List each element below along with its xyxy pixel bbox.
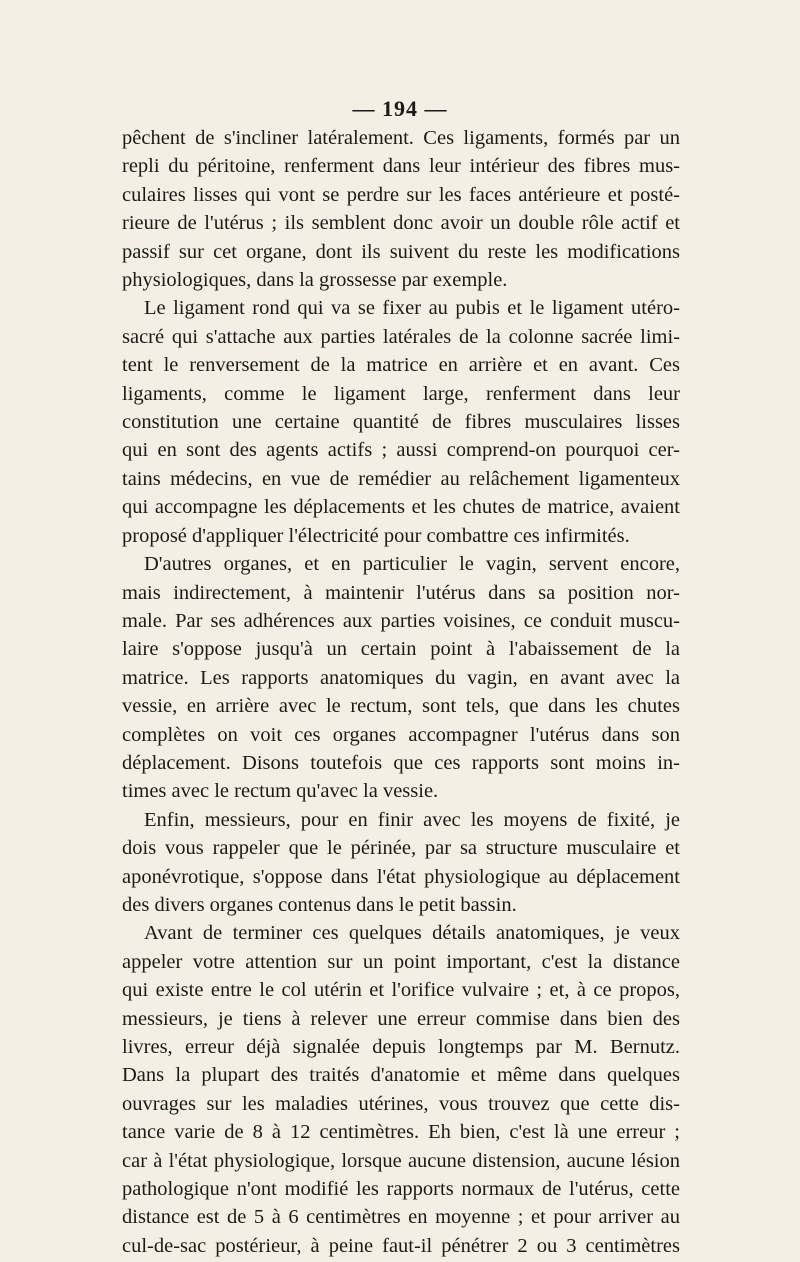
text-line: Avant de terminer ces quelques détails anatomiques, je veux xyxy=(144,922,680,945)
text-line: qui accompagne les déplacements et les chutes de matrice, avaient xyxy=(122,496,680,519)
text-line: ouvrages sur les maladies utérines, vous trouvez que cette dis- xyxy=(122,1092,680,1115)
text-line: livres, erreur déjà signalée depuis longtemps par M. Bernutz. xyxy=(122,1036,680,1058)
text-line: qui existe entre le col utérin et l'orifice vulvaire ; et, à ce propos, xyxy=(122,979,680,1002)
text-line: car à l'état physiologique, lorsque aucune distension, aucune lésion xyxy=(122,1149,680,1172)
text-line: appeler votre attention sur un point important, c'est la distance xyxy=(122,950,680,973)
body-text xyxy=(122,124,680,1260)
page-number: — 194 — xyxy=(352,96,448,121)
text-line: D'autres organes, et en particulier le vagin, servent encore, xyxy=(144,553,680,576)
text-line: vessie, en arrière avec le rectum, sont tels, que dans les chutes xyxy=(122,695,680,718)
text-line: culaires lisses qui vont se perdre sur les faces antérieure et posté- xyxy=(122,183,680,206)
text-line: des divers organes contenus dans le petit bassin. xyxy=(122,893,517,916)
text-line: laire s'oppose jusqu'à un certain point à l'abaissement de la xyxy=(122,638,680,661)
text-line: passif sur cet organe, dont ils suivent du reste les modifications xyxy=(122,240,680,263)
text-line: cul-de-sac postérieur, à peine faut-il pénétrer 2 ou 3 centimètres xyxy=(122,1234,680,1257)
text-line: tent le renversement de la matrice en arrière et en avant. Ces xyxy=(122,354,680,377)
text-line: times avec le rectum qu'avec la vessie. xyxy=(122,780,439,803)
text-line: messieurs, je tiens à relever une erreur commise dans bien des xyxy=(122,1007,680,1030)
text-line: dois vous rappeler que le périnée, par sa structure musculaire et xyxy=(122,837,680,860)
text-line: male. Par ses adhérences aux parties voisines, ce conduit muscu- xyxy=(122,609,680,632)
text-line: rieure de l'utérus ; ils semblent donc avoir un double rôle actif et xyxy=(122,212,680,235)
text-line: matrice. Les rapports anatomiques du vagin, en avant avec la xyxy=(122,666,680,689)
text-line: tains médecins, en vue de remédier au relâchement ligamenteux xyxy=(122,467,680,490)
text-line: aponévrotique, s'oppose dans l'état physiologique au déplacement xyxy=(122,865,680,888)
text-line: Dans la plupart des traités d'anatomie et même dans quelques xyxy=(122,1064,680,1087)
text-line: mais indirectement, à maintenir l'utérus dans sa position nor- xyxy=(122,581,680,604)
text-line: pathologique n'ont modifié les rapports normaux de l'utérus, cette xyxy=(122,1178,680,1201)
text-line: sacré qui s'attache aux parties latérales de la colonne sacrée limi- xyxy=(122,325,680,348)
text-line: qui en sont des agents actifs ; aussi comprend-on pourquoi cer- xyxy=(122,439,680,462)
text-line: distance est de 5 à 6 centimètres en moyenne ; et pour arriver au xyxy=(122,1206,680,1229)
text-line: constitution une certaine quantité de fibres musculaires lisses xyxy=(122,411,680,434)
text-line: repli du péritoine, renferment dans leur intérieur des fibres mus- xyxy=(122,155,680,178)
text-line: physiologiques, dans la grossesse par exemple. xyxy=(122,269,508,292)
text-line: pêchent de s'incliner latéralement. Ces ligaments, formés par un xyxy=(122,127,680,149)
text-line: Enfin, messieurs, pour en finir avec les moyens de fixité, je xyxy=(144,808,680,831)
text-line: complètes on voit ces organes accompagner l'utérus dans son xyxy=(122,723,680,746)
text-line: proposé d'appliquer l'électricité pour combattre ces infirmités. xyxy=(122,524,630,547)
text-line: tance varie de 8 à 12 centimètres. Eh bien, c'est là une erreur ; xyxy=(122,1121,680,1144)
text-line: Le ligament rond qui va se fixer au pubis et le ligament utéro- xyxy=(144,297,680,320)
text-line: déplacement. Disons toutefois que ces rapports sont moins in- xyxy=(122,751,680,774)
text-line: ligaments, comme le ligament large, renferment dans leur xyxy=(122,382,680,405)
